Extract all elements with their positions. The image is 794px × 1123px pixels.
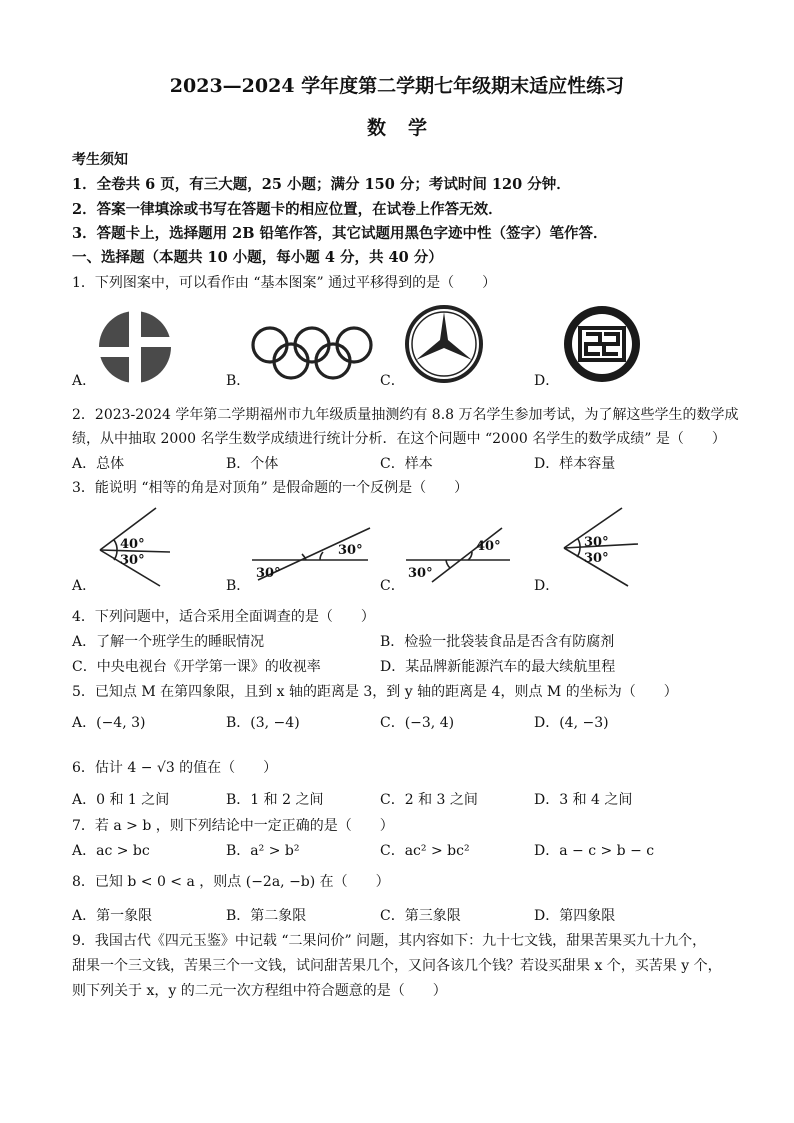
q8-option-d: D．第四象限 [534,908,616,924]
q9-line2: 甜果一个三文钱，苦果三个一文钱，试问甜苦果几个，又问各该几个钱？若设买甜果 x 个，买苦果 y 个， [72,958,722,974]
q1-figure-c-star-emblem [402,304,486,384]
q3-figure-b-angles [248,524,372,584]
q9-line3: 则下列关于 x，y 的二元一次方程组中符合题意的是（ ） [72,983,447,999]
q7-option-b: B．a² > b² [226,843,300,859]
q3-option-b: B． [226,578,251,594]
q3-figure-a-angles [94,506,180,588]
q2-stem-line2: 绩，从中抽取 2000 名学生数学成绩进行统计分析．在这个问题中 “2000 名学生的数学成绩” 是（ ） [72,431,726,447]
q7-option-c: C．ac² > bc² [380,843,470,859]
q7-stem: 7．若 a > b ，则下列结论中一定正确的是（ ） [72,818,394,834]
q7-option-a: A．ac > bc [72,843,150,859]
q4-stem: 4．下列问题中，适合采用全面调查的是（ ） [72,609,375,625]
q5-stem: 5．已知点 M 在第四象限，且到 x 轴的距离是 3，到 y 轴的距离是 4，则点 M 的坐标为（ ） [72,684,678,700]
q1-option-c: C． [380,373,405,389]
q3-a-label-top: 40° [120,537,145,552]
q8-option-a: A．第一象限 [72,908,153,924]
q4-option-d: D．某品牌新能源汽车的最大续航里程 [380,659,616,675]
q5-option-c: C．(−3, 4) [380,715,455,731]
q3-figure-d-angles [558,506,644,588]
q1-figure-a-pinwheel [96,309,176,385]
notice-item-3: 3．答题卡上，选择题用 2B 铅笔作答，其它试题用黑色字迹中性（签字）笔作答． [72,225,608,242]
subject-title: 数学 [366,117,449,139]
q2-option-b: B．个体 [226,456,279,472]
q8-option-c: C．第三象限 [380,908,461,924]
q1-option-b: B． [226,373,251,389]
q6-stem: 6．估计 4 − √3 的值在（ ） [72,760,278,776]
q3-option-c: C． [380,578,405,594]
q1-option-d: D． [534,373,560,389]
q6-option-c: C．2 和 3 之间 [380,792,478,808]
q6-option-a: A．0 和 1 之间 [72,792,170,808]
q5-option-a: A．(−4, 3) [72,715,146,731]
q2-option-c: C．样本 [380,456,433,472]
section-heading: 一、选择题（本题共 10 小题，每小题 4 分，共 40 分） [72,249,443,266]
q1-figure-d-bank-logo [560,304,644,384]
q3-d-label-bottom: 30° [584,551,609,566]
q2-option-d: D．样本容量 [534,456,616,472]
q8-stem: 8．已知 b < 0 < a ，则点 (−2a, −b) 在（ ） [72,874,390,890]
page-title: 2023—2024 学年度第二学期七年级期末适应性练习 [169,75,625,97]
q2-option-a: A．总体 [72,456,125,472]
q3-figure-c-angles [402,524,514,584]
q4-option-a: A．了解一个班学生的睡眠情况 [72,634,265,650]
q4-option-c: C．中央电视台《开学第一课》的收视率 [72,659,321,675]
notice-item-2: 2．答案一律填涂或书写在答题卡的相应位置，在试卷上作答无效． [72,201,503,218]
q3-option-a: A． [72,578,97,594]
q5-option-b: B．(3, −4) [226,715,300,731]
q9-line1: 9．我国古代《四元玉鉴》中记载 “二果问价” 问题，其内容如下：九十七文钱，甜果苦果买九十九个， [72,933,707,949]
notice-heading: 考生须知 [72,152,128,168]
q2-stem-line1: 2．2023-2024 学年第二学期福州市九年级质量抽测约有 8.8 万名学生参加考试，为了解这些学生的数学成 [72,407,739,423]
q3-stem: 3．能说明 “相等的角是对顶角” 是假命题的一个反例是（ ） [72,480,469,496]
q3-b-label-right: 30° [338,543,363,558]
q6-option-b: B．1 和 2 之间 [226,792,324,808]
q3-a-label-bottom: 30° [120,553,145,568]
q3-option-d: D． [534,578,560,594]
q1-stem: 1．下列图案中，可以看作由 “基本图案” 通过平移得到的是（ ） [72,275,497,291]
q7-option-d: D．a − c > b − c [534,843,655,859]
q3-c-label-right: 40° [476,539,501,554]
q5-option-d: D．(4, −3) [534,715,609,731]
q3-b-label-left: 30° [256,566,281,581]
q3-d-label-top: 30° [584,535,609,550]
q8-option-b: B．第二象限 [226,908,307,924]
q4-option-b: B．检验一批袋装食品是否含有防腐剂 [380,634,615,650]
q6-option-d: D．3 和 4 之间 [534,792,633,808]
q1-option-a: A． [72,373,97,389]
q1-figure-b-rings [250,325,378,381]
notice-item-1: 1．全卷共 6 页，有三大题，25 小题；满分 150 分；考试时间 120 分钟． [72,176,571,193]
q3-c-label-left: 30° [408,566,433,581]
